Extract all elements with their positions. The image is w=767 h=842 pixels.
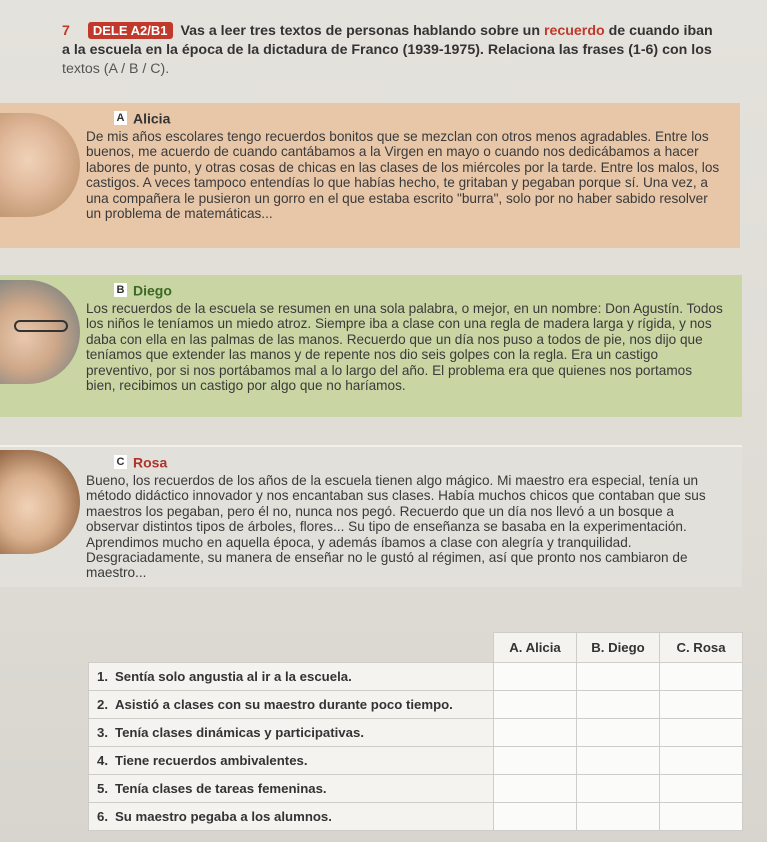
text-b-box — [0, 275, 742, 417]
answer-cell-c[interactable] — [660, 775, 743, 803]
matching-table — [88, 632, 743, 831]
answer-cell-c[interactable] — [660, 663, 743, 691]
table-header-row — [89, 633, 743, 663]
text-b-body: Los recuerdos de la escuela se resumen en una sola palabra, o mejor, en un nombre: Don Agustín. Todos los niños le teníamos un miedo atroz. Siempre iba a clase con una regla de madera larga y rígida, y nos daba con ella en las palmas de las manos. Recuerdo que un día nos puso a todos de pie, nos dijo que teníamos que extender las manos y de repente nos dio seis golpes con la regla. Era un castigo preventivo, por si nos portábamos mal a lo largo del año. El problema era que quienes nos portamos bien, recibimos un castigo por algo que no haríamos. — [86, 301, 723, 394]
answer-cell-b[interactable] — [577, 719, 660, 747]
answer-cell-a[interactable] — [494, 719, 577, 747]
answer-cell-a[interactable] — [494, 775, 577, 803]
answer-cell-c[interactable] — [660, 691, 743, 719]
answer-cell-a[interactable] — [494, 691, 577, 719]
text-c-box — [0, 445, 742, 587]
table-row — [89, 747, 743, 775]
text-c-name: Rosa — [133, 454, 168, 471]
instructions-line-2: a la escuela en la época de la dictadura de Franco (1939-1975). Relaciona las frases (1-6) con los — [62, 42, 712, 58]
exam-badge: DELE A2/B1 — [88, 22, 173, 39]
statement-text: Sentía solo angustia al ir a la escuela. — [115, 669, 352, 684]
statement-text: Tenía clases de tareas femeninas. — [115, 781, 327, 796]
text-c-body: Bueno, los recuerdos de los años de la escuela tienen algo mágico. Mi maestro era especial, tenía un método didáctico innovador y nos encantaban sus clases. Había muchos chicos que contaban que sus maestros los pegaban, pero él no, nunca nos pegó. Recuerdo que un día nos llevó a un bosque a observar distintos tipos de árboles, flores... Su tipo de enseñanza se basaba en la experimentación. Aprendimos mucho en aquella época, y además íbamos a clase con alegría y tranquilidad. Desgraciadamente, su manera de enseñar no le gustó al régimen, así que pronto nos cambiaron de maestro... — [86, 473, 706, 581]
statement-text: Su maestro pegaba a los alumnos. — [115, 809, 332, 824]
answer-cell-c[interactable] — [660, 803, 743, 831]
text-b-title — [114, 279, 724, 301]
statement-cell — [89, 719, 494, 747]
answer-cell-a[interactable] — [494, 747, 577, 775]
column-header-rosa: C. Rosa — [660, 633, 743, 663]
answer-cell-b[interactable] — [577, 691, 660, 719]
instructions-line-1a: Vas a leer tres textos de personas hablando sobre un — [180, 23, 544, 39]
answer-cell-b[interactable] — [577, 747, 660, 775]
statement-number: 4. — [97, 753, 108, 768]
answer-cell-b[interactable] — [577, 803, 660, 831]
table-row — [89, 803, 743, 831]
table-row — [89, 663, 743, 691]
text-c-title — [114, 451, 724, 473]
statement-cell — [89, 663, 494, 691]
statement-number: 3. — [97, 725, 108, 740]
exercise-instructions — [62, 22, 752, 79]
answer-cell-c[interactable] — [660, 719, 743, 747]
statement-number: 1. — [97, 669, 108, 684]
table-row — [89, 691, 743, 719]
text-a-letter: A — [114, 111, 127, 125]
statement-text: Tiene recuerdos ambivalentes. — [115, 753, 308, 768]
glasses-icon — [14, 320, 68, 332]
table-row — [89, 775, 743, 803]
text-b-letter: B — [114, 283, 127, 297]
text-a-title — [114, 107, 722, 129]
column-header-diego: B. Diego — [577, 633, 660, 663]
text-c-letter: C — [114, 455, 127, 469]
table-header-blank — [89, 633, 494, 663]
statement-cell — [89, 747, 494, 775]
text-a-body: De mis años escolares tengo recuerdos bonitos que se mezclan con otros menos agradables. Entre los buenos, me acuerdo de cuando cantábamos a la Virgen en mayo o cuando nos dedicábamos a hacer labores de punto, y otras cosas de chicas en las clases de los miércoles por la tarde. Entre los malos, los castigos. A veces tampoco entendías lo que habías hecho, te gritaban y pegaban porque sí. Una vez, a una compañera le pusieron un gorro en el que estaba escrito "burra", solo por no haber sabido resolver un problema de matemáticas... — [86, 129, 720, 222]
answer-cell-c[interactable] — [660, 747, 743, 775]
statement-text: Tenía clases dinámicas y participativas. — [115, 725, 364, 740]
statement-number: 5. — [97, 781, 108, 796]
text-a-name: Alicia — [133, 110, 171, 127]
statement-cell — [89, 775, 494, 803]
statement-cell — [89, 691, 494, 719]
answer-cell-b[interactable] — [577, 663, 660, 691]
table-row — [89, 719, 743, 747]
statement-number: 2. — [97, 697, 108, 712]
statement-text: Asistió a clases con su maestro durante poco tiempo. — [115, 697, 453, 712]
column-header-alicia: A. Alicia — [494, 633, 577, 663]
statement-cell — [89, 803, 494, 831]
instructions-line-1b: de cuando iban — [604, 23, 713, 39]
answer-cell-a[interactable] — [494, 803, 577, 831]
answer-cell-b[interactable] — [577, 775, 660, 803]
exercise-number: 7 — [62, 23, 70, 39]
instructions-line-3: textos (A / B / C). — [62, 61, 170, 77]
text-a-box — [0, 103, 740, 248]
instructions-keyword: recuerdo — [543, 23, 605, 39]
text-b-name: Diego — [133, 282, 172, 299]
answer-cell-a[interactable] — [494, 663, 577, 691]
statement-number: 6. — [97, 809, 108, 824]
